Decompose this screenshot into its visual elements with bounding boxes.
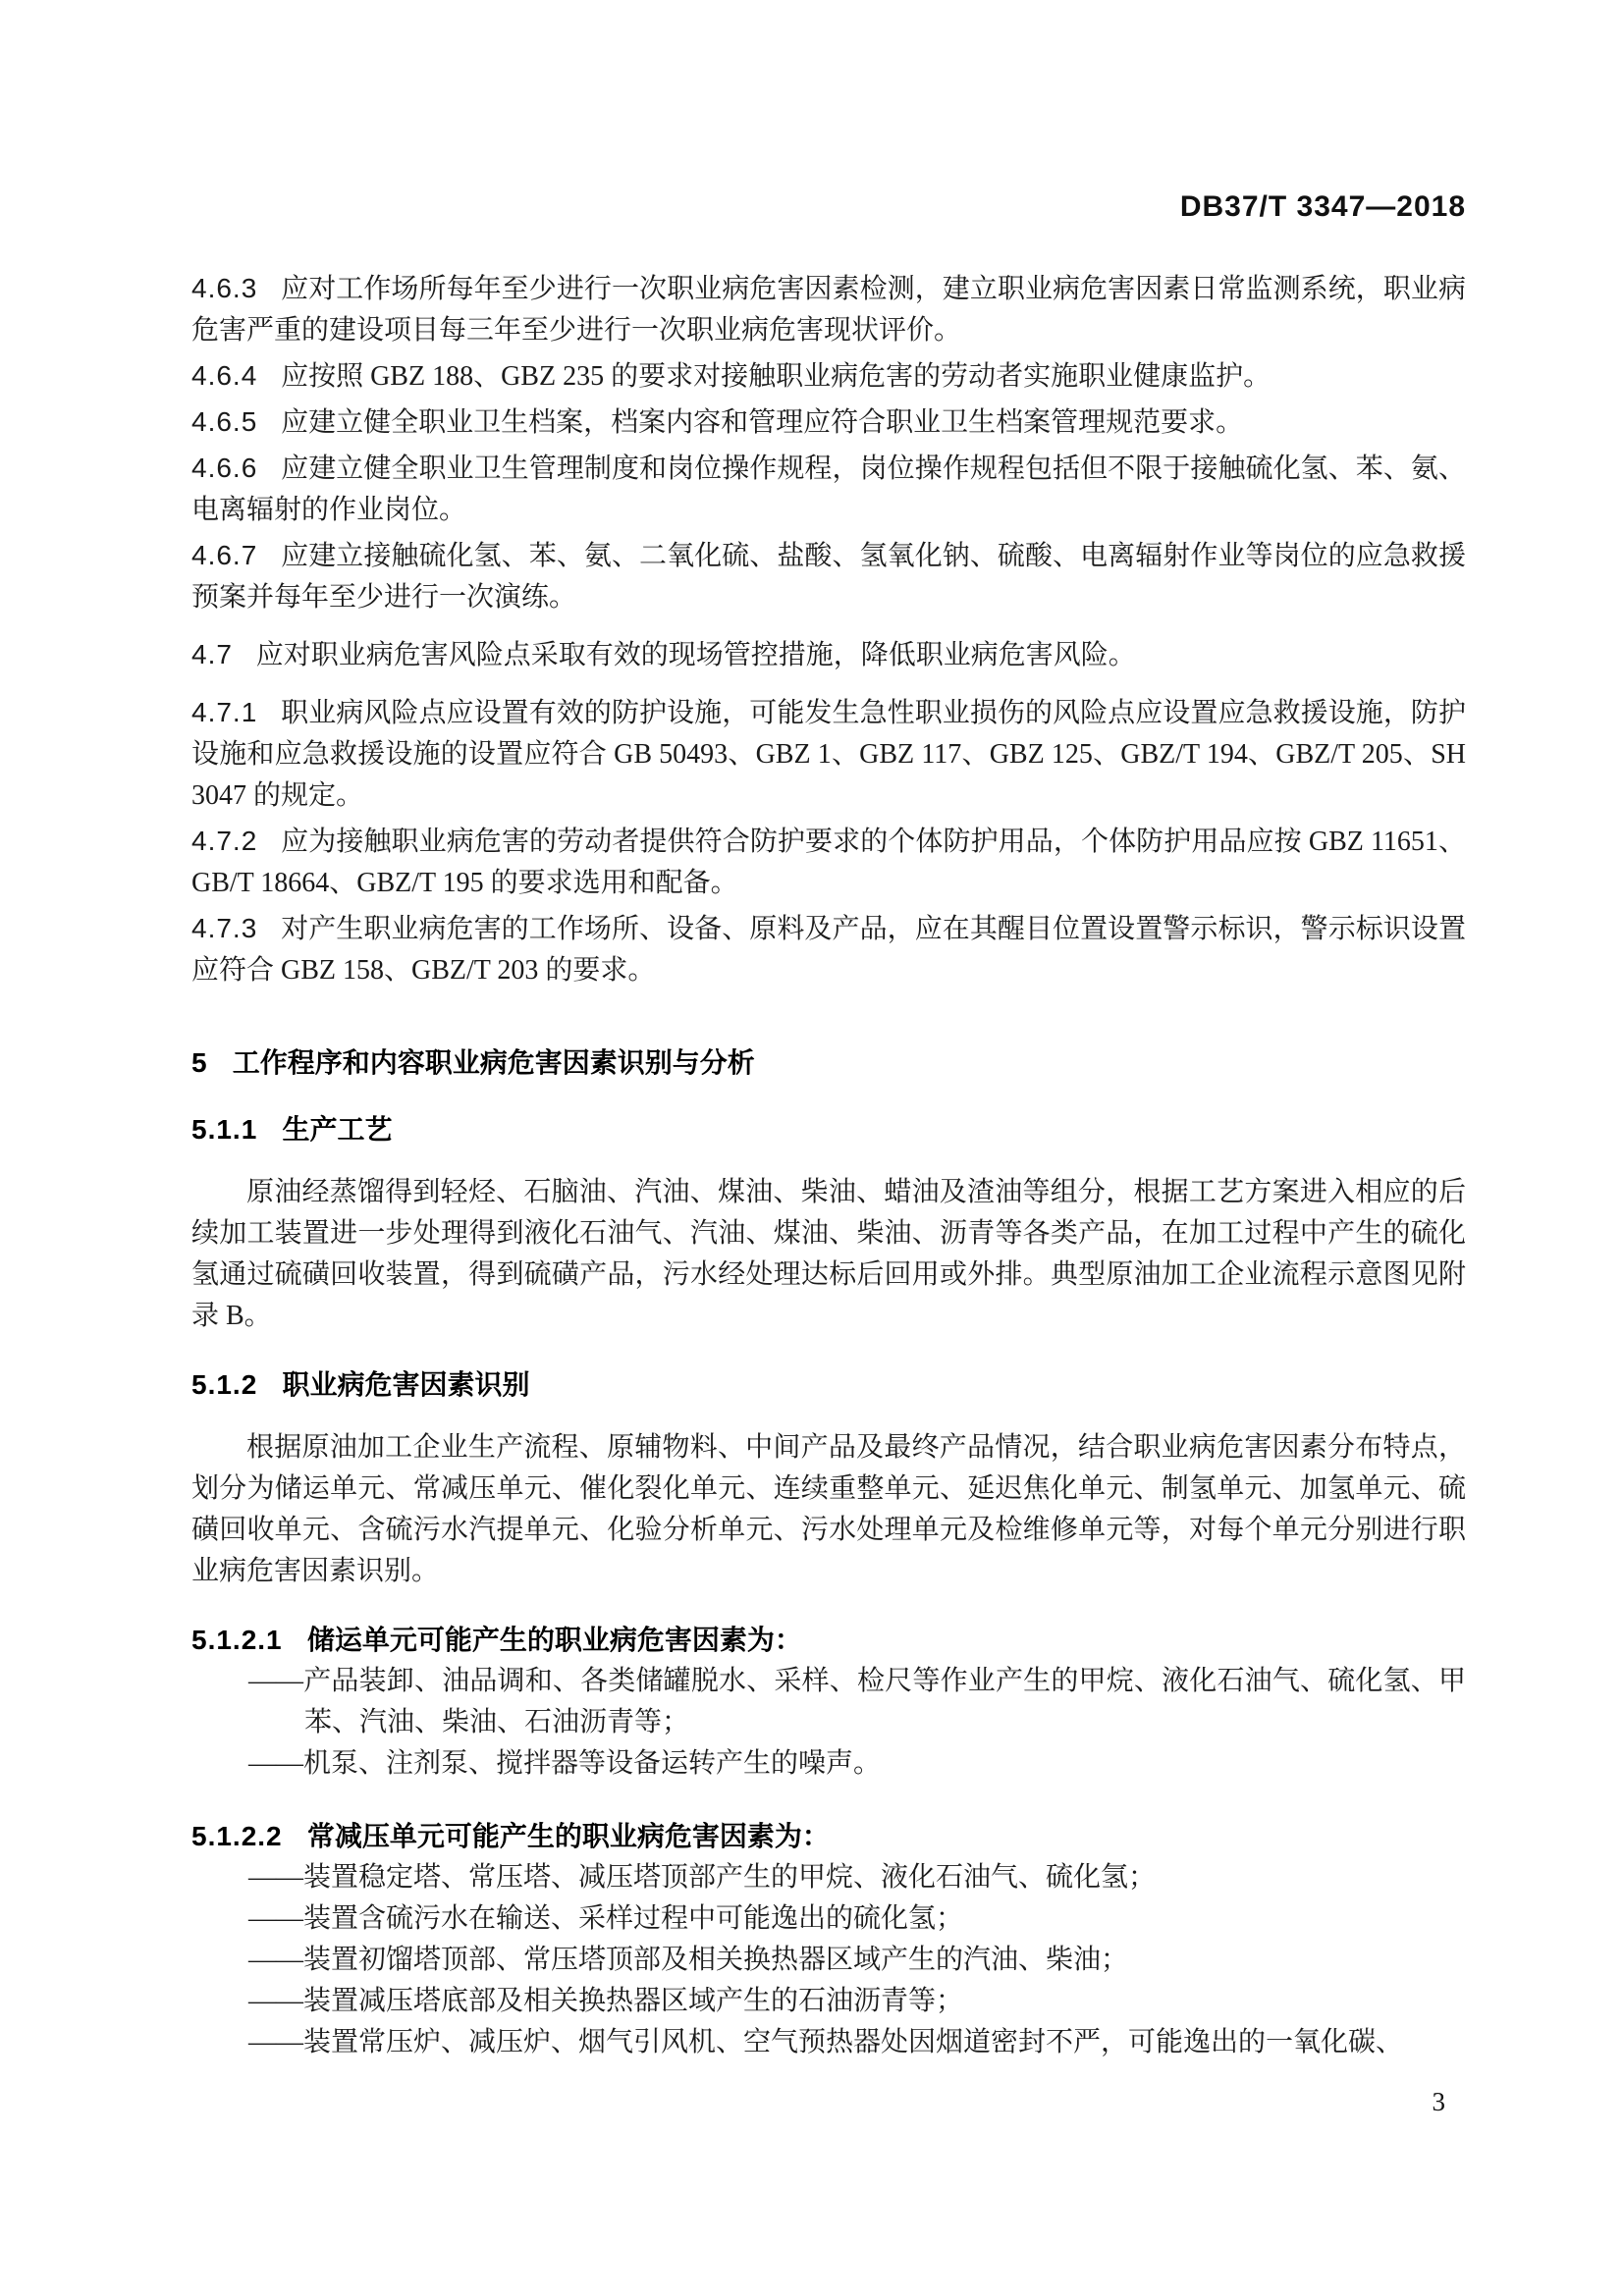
- list-item-distillation-3: ——装置初馏塔顶部、常压塔顶部及相关换热器区域产生的汽油、柴油；: [248, 1945, 1129, 1975]
- page-number: 3: [1432, 2087, 1445, 2116]
- heading-number: 5: [191, 1047, 208, 1078]
- clause-number: 4.7: [191, 639, 233, 669]
- paragraph-production-process: 原油经蒸馏得到轻烃、石脑油、汽油、煤油、柴油、蜡油及渣油等组分，根据工艺方案进入相应的后续加工装置进一步处理得到液化石油气、汽油、煤油、柴油、沥青等各类产品，在加工过程中产生的硫化氢通过硫磺回收装置，得到硫磺产品，污水经处理达标后回用或外排。典型原油加工企业流程示意图见附录 B。: [191, 1177, 1466, 1331]
- clause-4-6-5: [191, 401, 1466, 444]
- document-body: [191, 268, 1466, 2063]
- clause-text: 应建立健全职业卫生档案，档案内容和管理应符合职业卫生档案管理规范要求。: [281, 407, 1244, 438]
- list-item-distillation-5: ——装置常压炉、减压炉、烟气引风机、空气预热器处因烟道密封不严，可能逸出的一氧化碳、: [248, 2027, 1404, 2057]
- list-item-distillation-2: ——装置含硫污水在输送、采样过程中可能逸出的硫化氢；: [248, 1903, 964, 1934]
- clause-number: 4.6.4: [191, 360, 258, 391]
- clause-text: 应建立健全职业卫生管理制度和岗位操作规程，岗位操作规程包括但不限于接触硫化氢、苯、氨、电离辐射的作业岗位。: [191, 454, 1466, 525]
- clause-4-7-2: [191, 821, 1466, 904]
- paragraph-hazard-identification: 根据原油加工企业生产流程、原辅物料、中间产品及最终产品情况，结合职业病危害因素分布特点，划分为储运单元、常减压单元、催化裂化单元、连续重整单元、延迟焦化单元、制氢单元、加氢单元、硫磺回收单元、含硫污水汽提单元、化验分析单元、污水处理单元及检维修单元等，对每个单元分别进行职业病危害因素识别。: [191, 1432, 1466, 1586]
- section-5-1-2-1-heading: [191, 1620, 1466, 1661]
- heading-text: 工作程序和内容职业病危害因素识别与分析: [232, 1047, 755, 1078]
- clause-number: 4.7.1: [191, 697, 258, 727]
- clause-text: 应对职业病危害风险点采取有效的现场管控措施，降低职业病危害风险。: [255, 640, 1136, 670]
- clause-text: 应为接触职业病危害的劳动者提供符合防护要求的个体防护用品，个体防护用品应按 GBZ 11651、GB/T 18664、GBZ/T 195 的要求选用和配备。: [191, 827, 1466, 898]
- heading-number: 5.1.1: [191, 1114, 258, 1145]
- clause-text: 应对工作场所每年至少进行一次职业病危害因素检测，建立职业病危害因素日常监测系统，职业病危害严重的建设项目每三年至少进行一次职业病危害现状评价。: [191, 274, 1466, 346]
- clause-number: 4.7.3: [191, 913, 258, 943]
- clause-number: 4.6.6: [191, 453, 258, 483]
- heading-text: 生产工艺: [282, 1114, 393, 1145]
- heading-text: 储运单元可能产生的职业病危害因素为：: [306, 1625, 802, 1655]
- clause-text: 应建立接触硫化氢、苯、氨、二氧化硫、盐酸、氢氧化钠、硫酸、电离辐射作业等岗位的应急救援预案并每年至少进行一次演练。: [191, 541, 1466, 613]
- section-5-1-1-heading: [191, 1109, 1466, 1150]
- heading-text: 职业病危害因素识别: [282, 1369, 530, 1400]
- heading-text: 常减压单元可能产生的职业病危害因素为：: [306, 1821, 830, 1851]
- clause-text: 对产生职业病危害的工作场所、设备、原料及产品，应在其醒目位置设置警示标识，警示标识设置应符合 GBZ 158、GBZ/T 203 的要求。: [191, 914, 1466, 986]
- clause-text: 应按照 GBZ 188、GBZ 235 的要求对接触职业病危害的劳动者实施职业健康监护。: [281, 361, 1271, 392]
- standard-code-header: DB37/T 3347—2018: [1179, 190, 1466, 223]
- heading-number: 5.1.2.1: [191, 1625, 283, 1655]
- clause-number: 4.7.2: [191, 826, 258, 856]
- heading-number: 5.1.2.2: [191, 1821, 283, 1851]
- clause-4-7-1: [191, 692, 1466, 817]
- clause-4-6-3: [191, 268, 1466, 351]
- section-5-heading: [191, 1042, 1466, 1084]
- clause-4-6-6: [191, 448, 1466, 531]
- list-item-storage-2: ——机泵、注剂泵、搅拌器等设备运转产生的噪声。: [248, 1748, 882, 1779]
- clause-4-7: [191, 634, 1466, 676]
- section-5-1-2-2-heading: [191, 1816, 1466, 1857]
- clause-4-7-3: [191, 908, 1466, 991]
- heading-number: 5.1.2: [191, 1369, 258, 1400]
- clause-4-6-4: [191, 355, 1466, 398]
- clause-number: 4.6.5: [191, 406, 258, 437]
- list-item-distillation-4: ——装置减压塔底部及相关换热器区域产生的石油沥青等；: [248, 1986, 964, 2016]
- list-item-distillation-1: ——装置稳定塔、常压塔、减压塔顶部产生的甲烷、液化石油气、硫化氢；: [248, 1862, 1157, 1893]
- list-item-storage-1: ——产品装卸、油品调和、各类储罐脱水、采样、检尺等作业产生的甲烷、液化石油气、硫化氢、甲苯、汽油、柴油、石油沥青等；: [248, 1666, 1466, 1737]
- clause-text: 职业病风险点应设置有效的防护设施，可能发生急性职业损伤的风险点应设置应急救援设施，防护设施和应急救援设施的设置应符合 GB 50493、GBZ 1、GBZ 117、GBZ 125、GBZ/T 194、GBZ/T 205、SH 3047 的规定。: [191, 698, 1466, 811]
- clause-4-6-7: [191, 535, 1466, 618]
- clause-number: 4.6.7: [191, 540, 258, 570]
- clause-number: 4.6.3: [191, 273, 258, 303]
- section-5-1-2-heading: [191, 1364, 1466, 1406]
